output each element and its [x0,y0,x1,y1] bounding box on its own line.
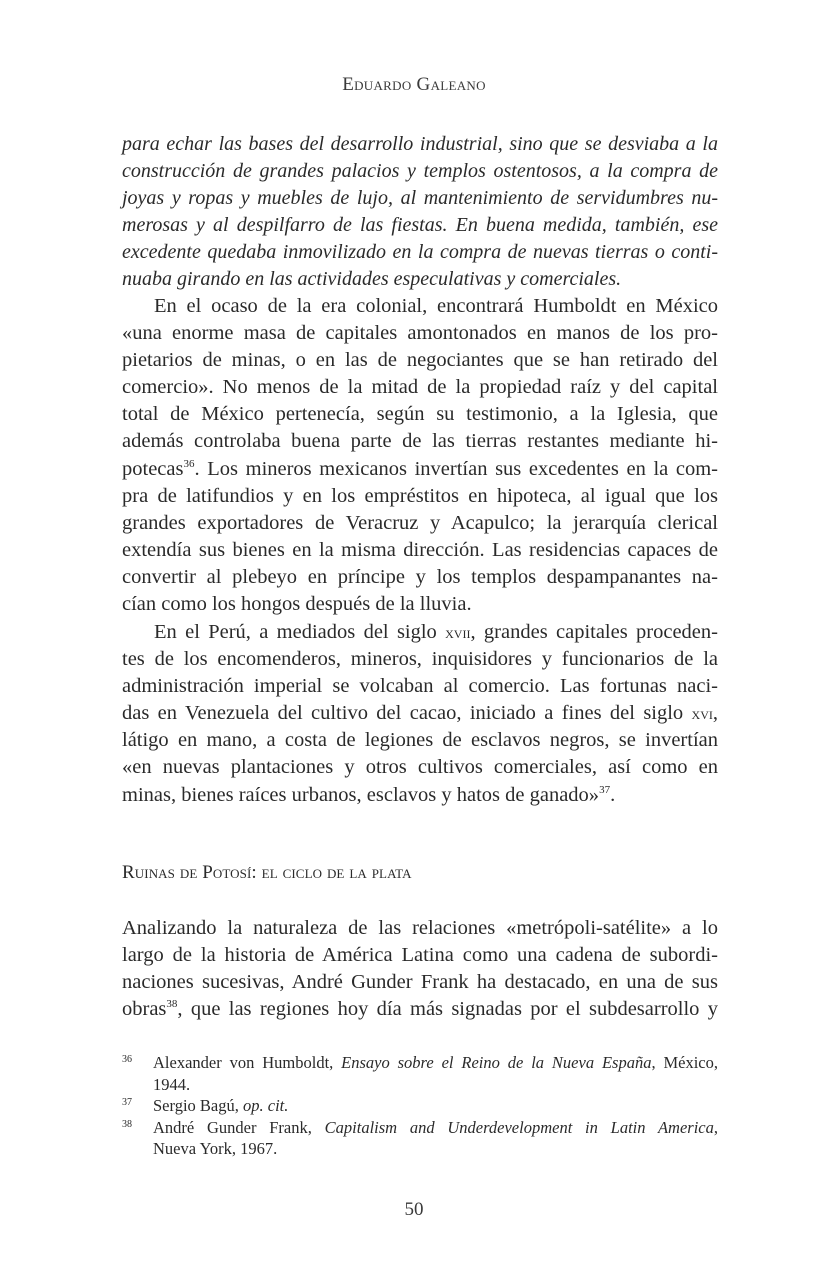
footnote-number: 38 [122,1118,132,1130]
text-line [122,996,718,1023]
text-fragment: potecas [122,457,184,480]
footnote-author: André Gunder Frank, [153,1117,325,1137]
text-line: administración imperial se volcaban al comercio. Las fortunas naci- [122,675,718,698]
text-line: pra de latifundios y en los empréstitos en hipoteca, al igual que los [122,484,718,507]
footnote-line [153,1052,718,1074]
paragraph-peru [122,619,718,809]
text-line: nuaba girando en las actividades especulativas y comerciales. [122,268,622,291]
text-line [122,619,718,646]
text-fragment: obras [122,998,167,1021]
footnotes [122,1052,718,1160]
text-line: joyas y ropas y muebles de lujo, al mantenimiento de servidumbres nu- [122,187,718,210]
text-line [122,700,718,727]
paragraph-section-intro [122,915,718,1023]
page-number: 50 [404,1199,424,1220]
footnote-title: Capitalism and Underdevelopment in Latin America [324,1117,714,1137]
footnote-line [153,1117,718,1139]
text-line: naciones sucesivas, André Gunder Frank ha destacado, en una de sus [122,971,718,994]
footnote-line: Nueva York, 1967. [153,1139,278,1158]
text-fragment: , grandes capitales proceden- [470,621,718,643]
text-line: largo de la historia de América Latina como una cadena de subordi- [122,944,718,967]
text-line: En el ocaso de la era colonial, encontrará Humboldt en México [154,295,718,317]
footnote-ref-38[interactable]: 38 [166,998,178,1011]
century-numeral: xvi [691,704,713,724]
text-fragment: minas, bienes raíces urbanos, esclavos y hatos de ganado» [122,783,600,806]
footnote-line: 1944. [153,1074,191,1094]
footnote-title: op. cit. [243,1096,289,1115]
text-line: total de México pertenecía, según su testimonio, a la Iglesia, que [122,403,718,426]
text-fragment: . Los mineros mexicanos invertían sus excedentes en la com- [194,457,718,480]
text-line: excedente quedaba inmovilizado en la compra de nuevas tierras o conti- [122,241,718,264]
footnote-author: Sergio Bagú, [153,1096,243,1115]
text-fragment: , [712,702,718,725]
section-heading: Ruinas de Potosí: el ciclo de la plata [122,862,412,883]
text-line: «una enorme masa de capitales amontonados en manos de los pro- [122,322,718,345]
text-line: extendía sus bienes en la misma dirección. Las residencias capaces de [122,538,718,561]
text-line: cían como los hongos después de la lluvia. [122,593,472,616]
text-line: comercio». No menos de la mitad de la propiedad raíz y del capital [122,376,718,399]
text-line: látigo en mano, a costa de legiones de esclavos negros, se invertían [122,729,718,752]
footnote-36 [122,1052,718,1095]
text-fragment: das en Venezuela del cultivo del cacao, iniciado a fines del siglo [122,702,692,725]
text-line: construcción de grandes palacios y templos ostentosos, a la compra de [122,160,718,183]
text-line: para echar las bases del desarrollo industrial, sino que se desviaba a la [122,133,718,155]
footnote-rest: , [713,1117,718,1137]
footnote-ref-36[interactable]: 36 [183,457,195,470]
footnote-37 [122,1095,718,1117]
footnote-line [153,1095,718,1117]
text-fragment: . [610,783,616,806]
text-line [122,456,718,483]
text-fragment: , que las regiones hoy día más signadas por el subdesarrollo y [177,998,718,1021]
text-line: grandes exportadores de Veracruz y Acapulco; la jerarquía clerical [122,511,718,534]
century-numeral: xvii [445,623,471,642]
paragraph-humboldt [122,293,718,618]
text-line: Analizando la naturaleza de las relaciones «metrópoli-satélite» a lo [122,917,718,939]
footnote-ref-37[interactable]: 37 [599,783,611,796]
text-line [122,782,718,809]
footnote-title: Ensayo sobre el Reino de la Nueva España [341,1053,652,1072]
footnote-38 [122,1117,718,1160]
text-line: merosas y al despilfarro de las fiestas. En buena medida, también, ese [122,214,718,237]
paragraph-italic-continuation [122,131,718,294]
text-line: además controlaba buena parte de las tierras restantes mediante hi- [122,430,718,453]
text-fragment: En el Perú, a mediados del siglo [154,621,446,643]
footnote-author: Alexander von Humboldt, [153,1053,342,1072]
running-head: Eduardo Galeano [342,74,486,95]
text-line: convertir al plebeyo en príncipe y los templos despampanantes na- [122,565,718,588]
footnote-rest: , México, [651,1053,718,1072]
text-line: «en nuevas plantaciones y otros cultivos comerciales, así como en [122,756,718,779]
text-line: tes de los encomenderos, mineros, inquisidores y funcionarios de la [122,648,718,671]
footnote-number: 37 [122,1097,132,1108]
text-line: pietarios de minas, o en las de negociantes que se han retirado del [122,349,718,372]
footnote-number: 36 [122,1054,132,1065]
